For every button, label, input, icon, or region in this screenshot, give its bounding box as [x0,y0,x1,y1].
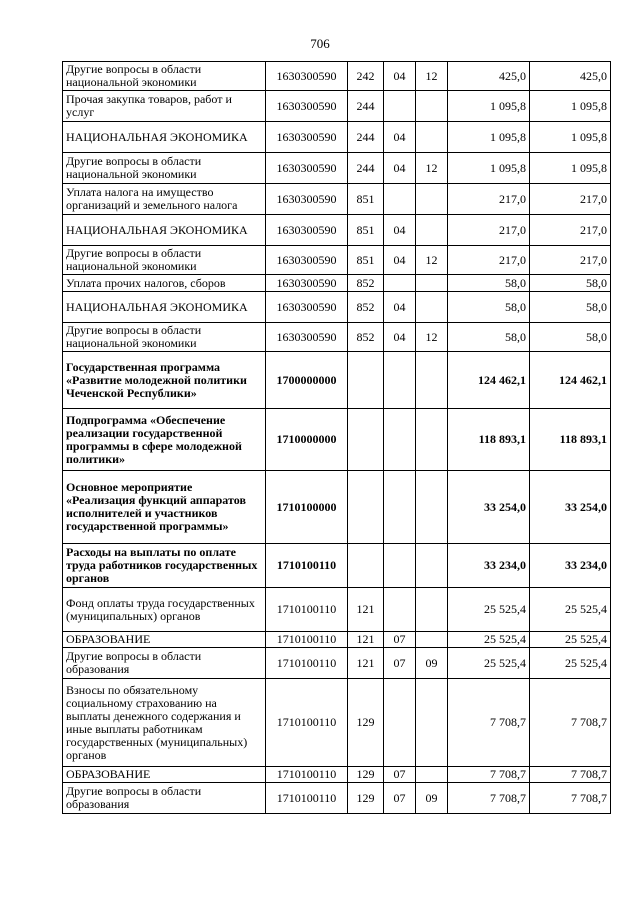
code-cell: 1710100110 [266,648,348,679]
amount-cell: 1 095,8 [448,122,530,153]
amount-cell: 217,0 [448,246,530,275]
name-cell: ОБРАЗОВАНИЕ [63,767,266,783]
amount-cell: 33 254,0 [448,471,530,544]
name-cell: Взносы по обязательному социальному страхованию на выплаты денежного содержания и иные выплаты работникам государственных (муниципальных) органов [63,679,266,767]
amount-cell: 33 254,0 [530,471,611,544]
table-row [63,409,611,471]
section-cell: 04 [384,215,416,246]
code-cell: 1630300590 [266,323,348,352]
name-cell: Подпрограмма «Обеспечение реализации государственной программы в сфере молодежной политики» [63,409,266,471]
expense-type-cell: 851 [348,184,384,215]
expense-type-cell [348,409,384,471]
subsection-cell [416,215,448,246]
subsection-cell [416,679,448,767]
name-cell: Расходы на выплаты по оплате труда работников государственных органов [63,544,266,588]
amount-cell: 25 525,4 [448,632,530,648]
amount-cell: 25 525,4 [530,632,611,648]
amount-cell: 7 708,7 [530,679,611,767]
name-cell: Фонд оплаты труда государственных (муниципальных) органов [63,588,266,632]
subsection-cell [416,184,448,215]
section-cell: 07 [384,767,416,783]
expense-type-cell: 244 [348,153,384,184]
section-cell: 04 [384,292,416,323]
section-cell: 04 [384,323,416,352]
amount-cell: 58,0 [530,275,611,292]
expense-type-cell: 129 [348,767,384,783]
subsection-cell: 12 [416,153,448,184]
table-row [63,679,611,767]
expense-type-cell: 121 [348,648,384,679]
name-cell: Уплата налога на имущество организаций и земельного налога [63,184,266,215]
expense-type-cell: 129 [348,679,384,767]
code-cell: 1630300590 [266,292,348,323]
table-row [63,91,611,122]
page-number: 706 [310,36,330,51]
section-cell [384,679,416,767]
name-cell: Уплата прочих налогов, сборов [63,275,266,292]
subsection-cell [416,91,448,122]
subsection-cell [416,292,448,323]
table-row [63,323,611,352]
subsection-cell [416,632,448,648]
amount-cell: 7 708,7 [448,767,530,783]
section-cell: 04 [384,122,416,153]
table-row [63,184,611,215]
amount-cell: 124 462,1 [448,352,530,409]
table-row [63,275,611,292]
table-row [63,783,611,814]
subsection-cell [416,471,448,544]
subsection-cell [416,122,448,153]
subsection-cell [416,275,448,292]
name-cell: Другие вопросы в области национальной экономики [63,153,266,184]
code-cell: 1710100110 [266,544,348,588]
expense-type-cell: 851 [348,215,384,246]
expense-type-cell: 852 [348,323,384,352]
amount-cell: 217,0 [530,184,611,215]
table-row [63,62,611,91]
expense-type-cell [348,544,384,588]
code-cell: 1710100110 [266,767,348,783]
subsection-cell [416,767,448,783]
table-row [63,292,611,323]
code-cell: 1710000000 [266,409,348,471]
amount-cell: 25 525,4 [530,648,611,679]
subsection-cell [416,588,448,632]
amount-cell: 118 893,1 [530,409,611,471]
name-cell: Государственная программа «Развитие молодежной политики Чеченской Республики» [63,352,266,409]
section-cell [384,352,416,409]
amount-cell: 7 708,7 [448,679,530,767]
amount-cell: 58,0 [448,323,530,352]
section-cell [384,588,416,632]
amount-cell: 25 525,4 [448,648,530,679]
code-cell: 1710100000 [266,471,348,544]
amount-cell: 1 095,8 [448,153,530,184]
table-row [63,215,611,246]
name-cell: Другие вопросы в области национальной экономики [63,62,266,91]
name-cell: Другие вопросы в области национальной экономики [63,323,266,352]
table-row [63,246,611,275]
name-cell: Прочая закупка товаров, работ и услуг [63,91,266,122]
name-cell: НАЦИОНАЛЬНАЯ ЭКОНОМИКА [63,215,266,246]
subsection-cell: 09 [416,648,448,679]
code-cell: 1630300590 [266,275,348,292]
table-row [63,632,611,648]
section-cell [384,471,416,544]
subsection-cell: 12 [416,246,448,275]
code-cell: 1710100110 [266,783,348,814]
code-cell: 1700000000 [266,352,348,409]
amount-cell: 118 893,1 [448,409,530,471]
amount-cell: 1 095,8 [530,91,611,122]
amount-cell: 1 095,8 [530,153,611,184]
amount-cell: 58,0 [448,275,530,292]
section-cell: 04 [384,246,416,275]
amount-cell: 425,0 [448,62,530,91]
amount-cell: 25 525,4 [530,588,611,632]
code-cell: 1630300590 [266,246,348,275]
amount-cell: 425,0 [530,62,611,91]
expense-type-cell: 242 [348,62,384,91]
subsection-cell: 09 [416,783,448,814]
code-cell: 1630300590 [266,122,348,153]
subsection-cell: 12 [416,62,448,91]
amount-cell: 7 708,7 [530,783,611,814]
table-row [63,767,611,783]
amount-cell: 25 525,4 [448,588,530,632]
amount-cell: 33 234,0 [448,544,530,588]
amount-cell: 7 708,7 [530,767,611,783]
amount-cell: 58,0 [530,292,611,323]
amount-cell: 1 095,8 [530,122,611,153]
table-row [63,122,611,153]
code-cell: 1710100110 [266,588,348,632]
name-cell: НАЦИОНАЛЬНАЯ ЭКОНОМИКА [63,122,266,153]
amount-cell: 217,0 [530,215,611,246]
amount-cell: 217,0 [448,215,530,246]
table-row [63,153,611,184]
section-cell [384,184,416,215]
amount-cell: 58,0 [530,323,611,352]
expense-type-cell: 244 [348,91,384,122]
section-cell [384,544,416,588]
section-cell [384,409,416,471]
table-row [63,544,611,588]
amount-cell: 217,0 [448,184,530,215]
expense-type-cell [348,471,384,544]
table-row [63,648,611,679]
code-cell: 1630300590 [266,184,348,215]
name-cell: Основное мероприятие «Реализация функций аппаратов исполнителей и участников государственной программы» [63,471,266,544]
section-cell [384,275,416,292]
section-cell [384,91,416,122]
section-cell: 04 [384,62,416,91]
expense-type-cell: 244 [348,122,384,153]
subsection-cell [416,409,448,471]
section-cell: 07 [384,783,416,814]
code-cell: 1630300590 [266,62,348,91]
name-cell: ОБРАЗОВАНИЕ [63,632,266,648]
expense-type-cell: 121 [348,632,384,648]
section-cell: 04 [384,153,416,184]
budget-table [62,61,611,814]
name-cell: НАЦИОНАЛЬНАЯ ЭКОНОМИКА [63,292,266,323]
table-row [63,471,611,544]
expense-type-cell: 121 [348,588,384,632]
subsection-cell [416,352,448,409]
table-row [63,588,611,632]
subsection-cell: 12 [416,323,448,352]
name-cell: Другие вопросы в области национальной экономики [63,246,266,275]
amount-cell: 7 708,7 [448,783,530,814]
expense-type-cell: 851 [348,246,384,275]
amount-cell: 58,0 [448,292,530,323]
amount-cell: 1 095,8 [448,91,530,122]
code-cell: 1710100110 [266,679,348,767]
name-cell: Другие вопросы в области образования [63,783,266,814]
section-cell: 07 [384,632,416,648]
table-row [63,352,611,409]
code-cell: 1630300590 [266,153,348,184]
code-cell: 1710100110 [266,632,348,648]
expense-type-cell: 852 [348,275,384,292]
amount-cell: 124 462,1 [530,352,611,409]
section-cell: 07 [384,648,416,679]
expense-type-cell: 852 [348,292,384,323]
expense-type-cell [348,352,384,409]
amount-cell: 33 234,0 [530,544,611,588]
name-cell: Другие вопросы в области образования [63,648,266,679]
code-cell: 1630300590 [266,91,348,122]
code-cell: 1630300590 [266,215,348,246]
subsection-cell [416,544,448,588]
amount-cell: 217,0 [530,246,611,275]
expense-type-cell: 129 [348,783,384,814]
